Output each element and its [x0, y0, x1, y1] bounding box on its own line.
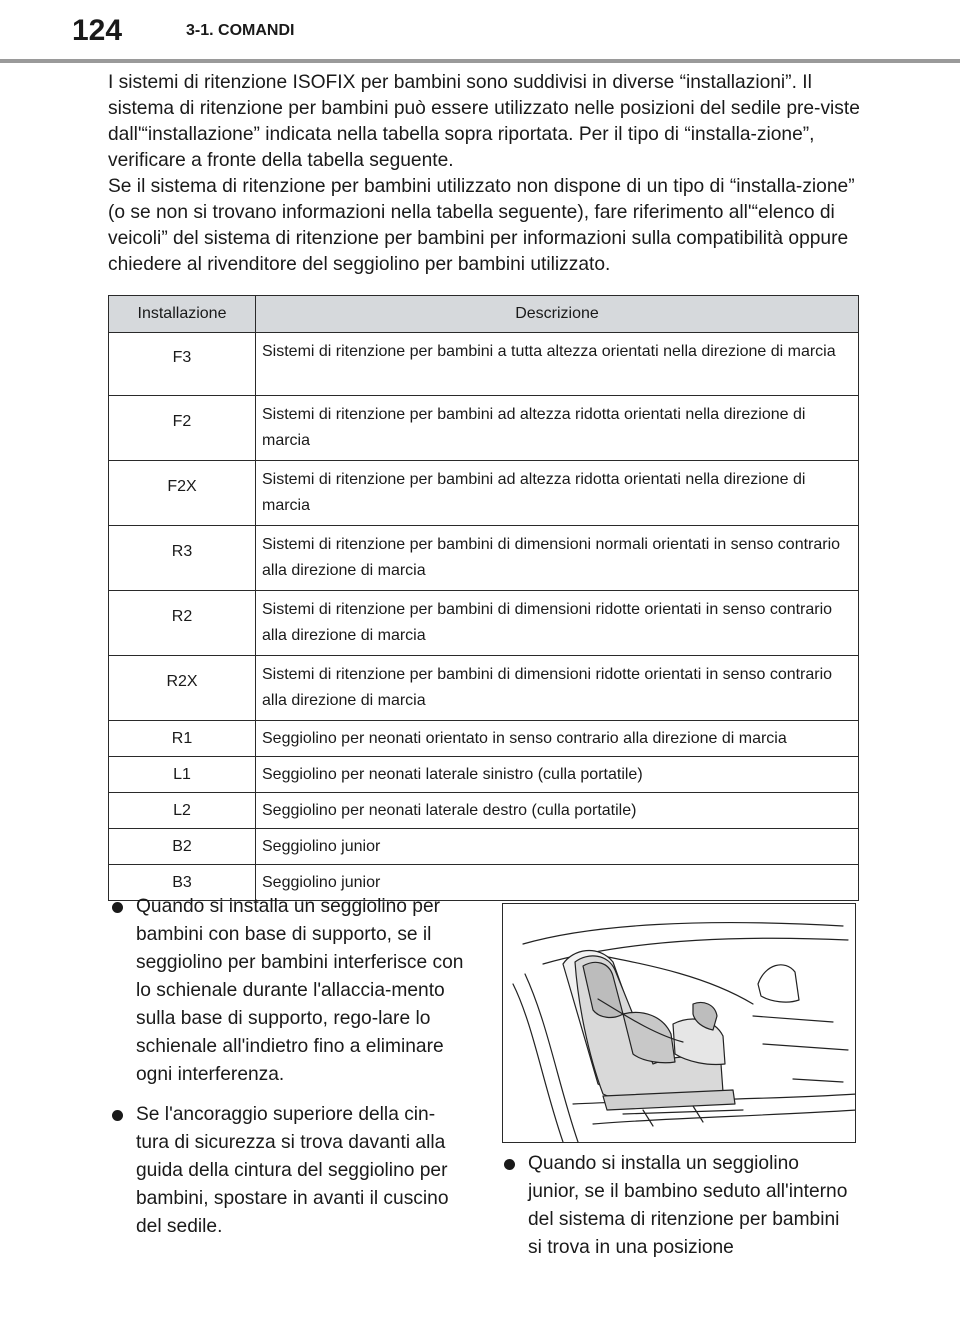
- header-rule: [0, 59, 960, 63]
- intro-text: [108, 70, 860, 278]
- bullet-list-right: [500, 1150, 850, 1274]
- installation-code: F3: [109, 333, 256, 396]
- installation-description: Seggiolino per neonati laterale sinistro (culla portatile): [256, 757, 859, 793]
- intro-paragraph: Se il sistema di ritenzione per bambini utilizzato non dispone di un tipo di “installa-zione” (o se non si trovano informazioni nella tabella seguente), fare riferimento all'“elenco di veicoli” del sistema di ritenzione per bambini per informazioni sulla compatibilità oppure chiedere al rivenditore del seggiolino per bambini utilizzato.: [108, 176, 855, 275]
- table-row: [109, 829, 859, 865]
- installation-code: L2: [109, 793, 256, 829]
- page-number: 124: [72, 14, 123, 47]
- table-row: [109, 757, 859, 793]
- intro-paragraph: I sistemi di ritenzione ISOFIX per bambini sono suddivisi in diverse “installazioni”. Il sistema di ritenzione per bambini può essere utilizzato nelle posizioni del sedile pre-viste dall'“installazione” indicata nella tabella sopra riportata. Per il tipo di “installa-zione”, verificare a fronte della tabella seguente.: [108, 72, 860, 171]
- table-row: [109, 396, 859, 461]
- bullet-dot-icon: [112, 902, 123, 913]
- installation-description: Sistemi di ritenzione per bambini ad altezza ridotta orientati nella direzione di marcia: [256, 461, 859, 526]
- installation-description: Seggiolino per neonati laterale destro (culla portatile): [256, 793, 859, 829]
- installation-code: B3: [109, 865, 256, 901]
- installation-code: R2: [109, 591, 256, 656]
- table-row: [109, 526, 859, 591]
- installation-code: L1: [109, 757, 256, 793]
- list-item: [108, 1101, 468, 1241]
- installation-table: [108, 295, 859, 901]
- table-row: [109, 333, 859, 396]
- table-row: [109, 591, 859, 656]
- child-seat-illustration: [502, 903, 856, 1143]
- installation-code: F2: [109, 396, 256, 461]
- table-row: [109, 461, 859, 526]
- bullet-dot-icon: [504, 1159, 515, 1170]
- section-title: 3-1. COMANDI: [186, 22, 295, 39]
- table-row: [109, 656, 859, 721]
- bullet-list-left: [108, 893, 468, 1253]
- installation-description: Sistemi di ritenzione per bambini di dimensioni ridotte orientati in senso contrario alla direzione di marcia: [256, 656, 859, 721]
- list-item: [500, 1150, 850, 1262]
- installation-code: F2X: [109, 461, 256, 526]
- installation-description: Seggiolino per neonati orientato in senso contrario alla direzione di marcia: [256, 721, 859, 757]
- column-header-descrizione: Descrizione: [256, 296, 859, 333]
- installation-code: R1: [109, 721, 256, 757]
- bullet-text: Se l'ancoraggio superiore della cin-tura di sicurezza si trova davanti alla guida della cintura del seggiolino per bambini, spostare in avanti il cuscino del sedile.: [136, 1104, 449, 1237]
- installation-description: Sistemi di ritenzione per bambini di dimensioni normali orientati in senso contrario alla direzione di marcia: [256, 526, 859, 591]
- installation-description: Sistemi di ritenzione per bambini di dimensioni ridotte orientati in senso contrario alla direzione di marcia: [256, 591, 859, 656]
- list-item: [108, 893, 468, 1089]
- table-row: [109, 793, 859, 829]
- installation-description: Seggiolino junior: [256, 865, 859, 901]
- installation-description: Sistemi di ritenzione per bambini a tutta altezza orientati nella direzione di marcia: [256, 333, 859, 396]
- installation-code: B2: [109, 829, 256, 865]
- page-header: [0, 0, 960, 62]
- table-row: [109, 721, 859, 757]
- installation-description: Sistemi di ritenzione per bambini ad altezza ridotta orientati nella direzione di marcia: [256, 396, 859, 461]
- installation-description: Seggiolino junior: [256, 829, 859, 865]
- bullet-text: Quando si installa un seggiolino junior, se il bambino seduto all'interno del sistema di ritenzione per bambini si trova in una posizione: [528, 1153, 848, 1258]
- column-header-installazione: Installazione: [109, 296, 256, 333]
- bullet-text: Quando si installa un seggiolino per bambini con base di supporto, se il seggiolino per bambini interferisce con lo schienale durante l'allaccia-mento sulla base di supporto, rego-lare lo schienale all'indietro fino a eliminare ogni interferenza.: [136, 896, 464, 1085]
- bullet-dot-icon: [112, 1110, 123, 1121]
- child-seat-icon: [503, 904, 856, 1143]
- installation-code: R3: [109, 526, 256, 591]
- installation-code: R2X: [109, 656, 256, 721]
